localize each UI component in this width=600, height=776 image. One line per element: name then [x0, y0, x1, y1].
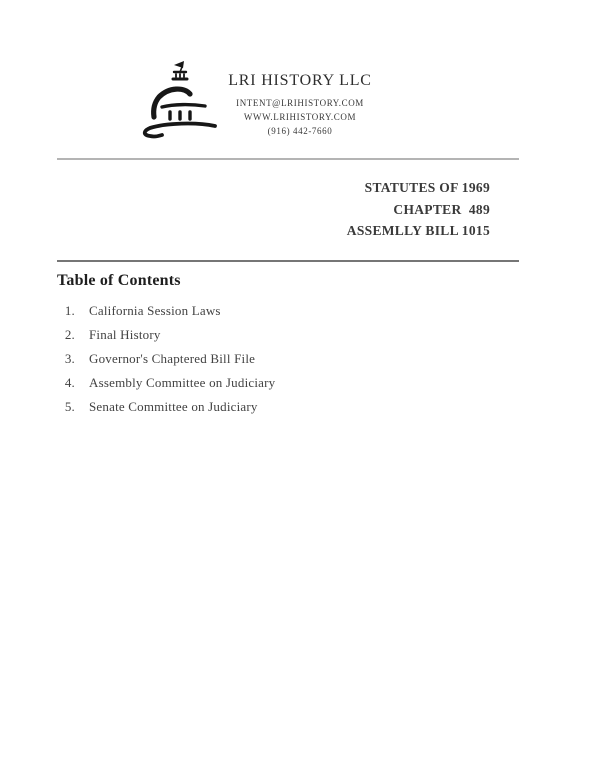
statutes-chapter: CHAPTER 489 — [393, 201, 490, 217]
statutes-block — [347, 177, 490, 242]
toc-item-label: Governor's Chaptered Bill File — [89, 351, 256, 366]
toc-item-number: 5. — [64, 399, 75, 414]
toc-item-number: 4. — [64, 375, 75, 390]
toc-item-label: Assembly Committee on Judiciary — [89, 375, 276, 390]
website-address: WWW.LRIHISTORY.COM — [243, 112, 357, 122]
toc-item-label: California Session Laws — [89, 303, 221, 318]
toc-item — [57, 327, 477, 351]
toc-item-number: 1. — [64, 303, 75, 318]
phone-number: (916) 442-7660 — [267, 126, 333, 136]
horizontal-rule-top — [57, 158, 519, 160]
toc-item — [57, 375, 477, 399]
toc-item — [57, 351, 477, 375]
statutes-bill: ASSEMLLY BILL 1015 — [346, 223, 490, 238]
letterhead — [0, 71, 600, 138]
toc-item — [57, 303, 477, 327]
horizontal-rule-bottom — [57, 260, 519, 262]
toc-item-label: Senate Committee on Judiciary — [89, 399, 258, 414]
toc-item-label: Final History — [89, 327, 161, 342]
toc-heading: Table of Contents — [57, 272, 181, 289]
email-address: INTENT@LRIHISTORY.COM — [236, 98, 364, 108]
toc-item — [57, 399, 477, 423]
toc-list — [57, 303, 477, 423]
statutes-year: STATUTES OF 1969 — [364, 180, 490, 195]
toc-item-number: 2. — [64, 327, 75, 342]
company-name: LRI HISTORY LLC — [228, 72, 372, 89]
toc-item-number: 3. — [64, 351, 75, 366]
